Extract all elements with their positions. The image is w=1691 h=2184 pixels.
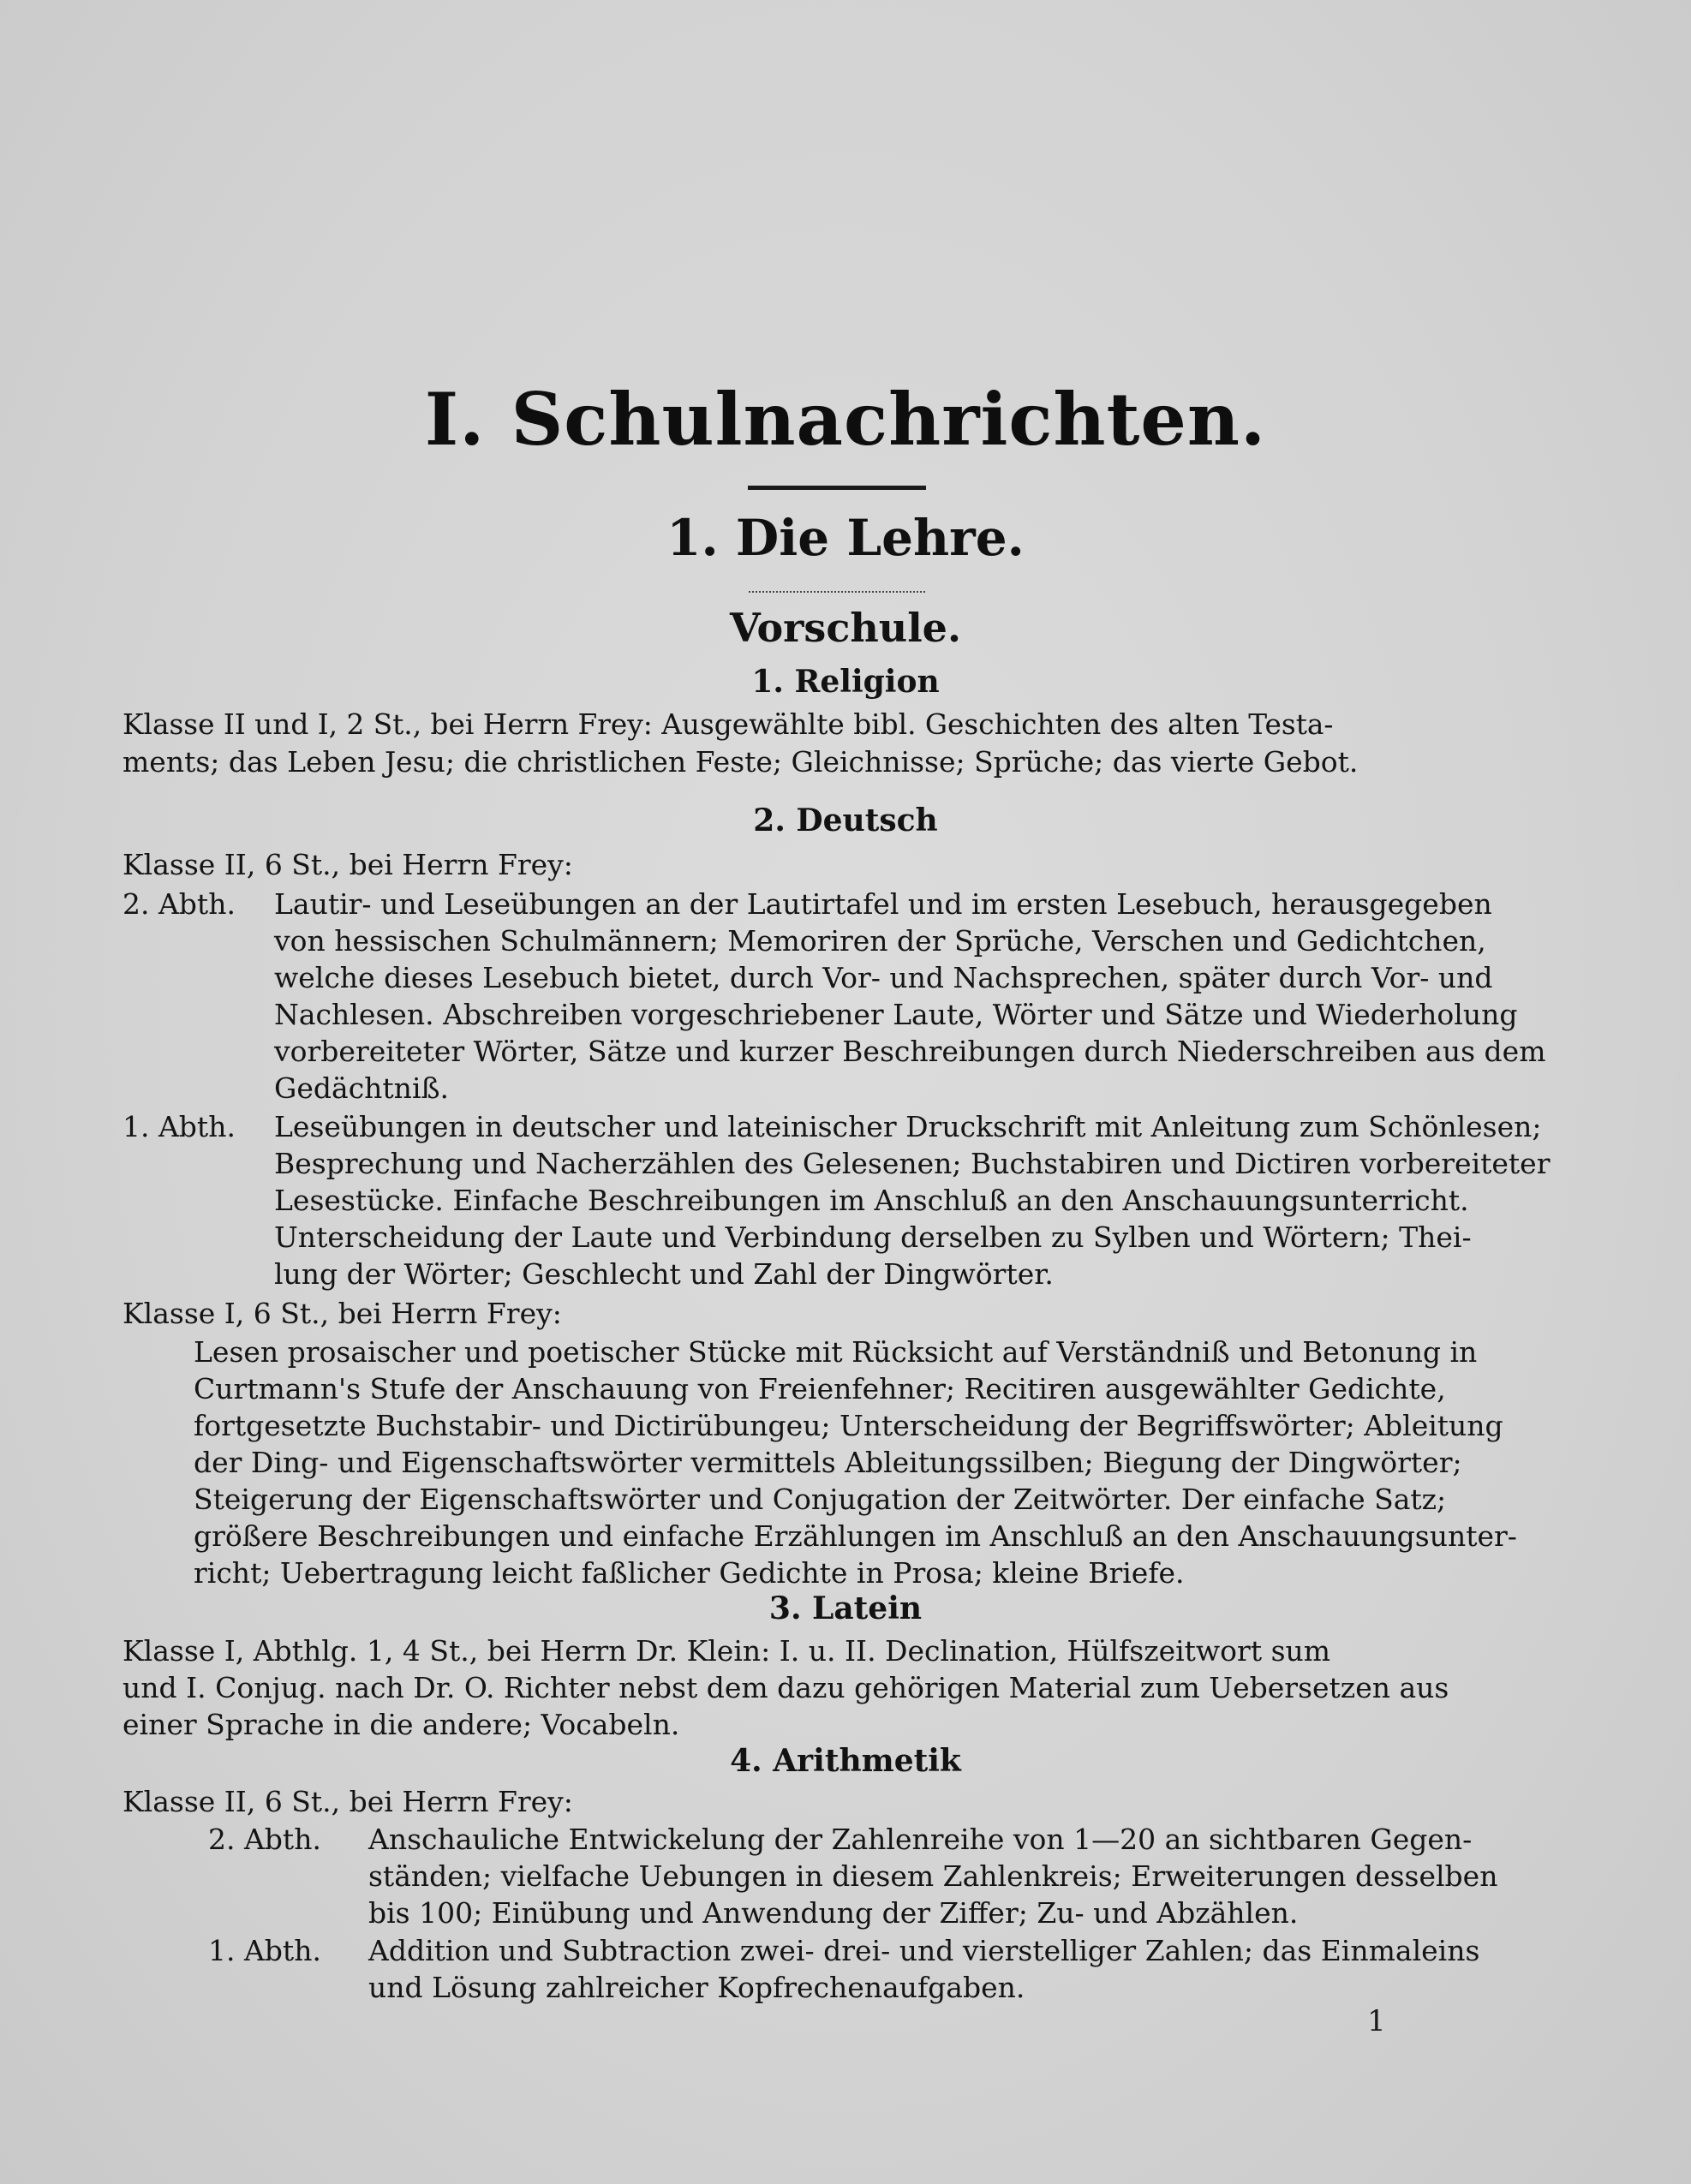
deutsch-abth2-label: 2. Abth.	[122, 887, 236, 921]
deutsch-klasse1-line-5: Steigerung der Eigenschaftswörter und Conjugation der Zeitwörter. Der einfache Satz;	[194, 1483, 1447, 1516]
arithmetik-abth2-line-2: ständen; vielfache Uebungen in diesem Zahlenkreis; Erweiterungen desselben	[368, 1859, 1498, 1893]
arithmetik-heading: 4. Arithmetik	[730, 1743, 961, 1779]
deutsch-abth1-line-5: lung der Wörter; Geschlecht und Zahl der Dingwörter.	[274, 1257, 1054, 1291]
arithmetik-abth1-label: 1. Abth.	[208, 1934, 321, 1967]
religion-heading: 1. Religion	[751, 664, 940, 700]
deutsch-abth1-line-3: Lesestücke. Einfache Beschreibungen im Anschluß an den Anschauungsunterricht.	[274, 1184, 1469, 1217]
arithmetik-abth2-line-1: Anschauliche Entwickelung der Zahlenreihe von 1—20 an sichtbaren Gegen-	[368, 1823, 1473, 1856]
title-rule	[748, 486, 926, 490]
latein-line-3: einer Sprache in die andere; Vocabeln.	[122, 1708, 680, 1741]
deutsch-klasse2-header: Klasse II, 6 St., bei Herrn Frey:	[122, 848, 573, 881]
deutsch-abth2-line-6: Gedächtniß.	[274, 1071, 450, 1105]
deutsch-klasse1-line-3: fortgesetzte Buchstabir- und Dictirübungeu; Unterscheidung der Begriffswörter; Ableitung	[194, 1409, 1503, 1442]
deutsch-abth2-line-3: welche dieses Lesebuch bietet, durch Vor- und Nachsprechen, später durch Vor- und	[274, 961, 1493, 994]
deutsch-klasse1-line-1: Lesen prosaischer und poetischer Stücke mit Rücksicht auf Verständniß und Betonung in	[194, 1335, 1478, 1369]
arithmetik-klasse2-header: Klasse II, 6 St., bei Herrn Frey:	[122, 1785, 573, 1818]
deutsch-klasse1-line-6: größere Beschreibungen und einfache Erzählungen im Anschluß an den Anschauungsunter-	[194, 1519, 1517, 1553]
deutsch-abth1-line-4: Unterscheidung der Laute und Verbindung derselben zu Sylben und Wörtern; Thei-	[274, 1220, 1472, 1254]
religion-line-1: Klasse II und I, 2 St., bei Herrn Frey: Ausgewählte bibl. Geschichten des alten Testa-	[122, 707, 1334, 741]
section-title: 1. Die Lehre.	[666, 509, 1025, 567]
religion-line-2: ments; das Leben Jesu; die christlichen Feste; Gleichnisse; Sprüche; das vierte Gebot.	[122, 745, 1359, 779]
latein-line-1: Klasse I, Abthlg. 1, 4 St., bei Herrn Dr. Klein: I. u. II. Declination, Hülfszeitwort sum	[122, 1634, 1331, 1668]
deutsch-abth2-line-2: von hessischen Schulmännern; Memoriren der Sprüche, Verschen und Gedichtchen,	[274, 924, 1486, 958]
latein-heading: 3. Latein	[768, 1590, 923, 1626]
deutsch-abth1-label: 1. Abth.	[122, 1110, 236, 1143]
deutsch-klasse1-line-2: Curtmann's Stufe der Anschauung von Freienfehner; Recitiren ausgewählter Gedichte,	[194, 1372, 1446, 1405]
deutsch-klasse1-header: Klasse I, 6 St., bei Herrn Frey:	[122, 1297, 562, 1330]
deutsch-abth1-line-2: Besprechung und Nacherzählen des Gelesenen; Buchstabiren und Dictiren vorbereiteter	[274, 1147, 1551, 1180]
deutsch-abth2-line-1: Lautir- und Leseübungen an der Lautirtafel und im ersten Lesebuch, herausgegeben	[274, 887, 1492, 921]
deutsch-klasse1-line-7: richt; Uebertragung leicht faßlicher Gedichte in Prosa; kleine Briefe.	[194, 1556, 1185, 1590]
arithmetik-abth2-label: 2. Abth.	[208, 1823, 321, 1856]
deutsch-heading: 2. Deutsch	[753, 803, 938, 838]
section-dotted-rule	[749, 591, 925, 593]
deutsch-klasse1-line-4: der Ding- und Eigenschaftswörter vermittels Ableitungssilben; Biegung der Dingwörter;	[194, 1446, 1462, 1479]
vorschule-heading: Vorschule.	[730, 605, 961, 651]
deutsch-abth1-line-1: Leseübungen in deutscher und lateinischer Druckschrift mit Anleitung zum Schönlesen;	[274, 1110, 1542, 1143]
deutsch-abth2-line-5: vorbereiteter Wörter, Sätze und kurzer Beschreibungen durch Niederschreiben aus dem	[274, 1035, 1546, 1068]
latein-line-2: und I. Conjug. nach Dr. O. Richter nebst dem dazu gehörigen Material zum Uebersetzen aus	[122, 1671, 1449, 1704]
page-number: 1	[1367, 2004, 1386, 2038]
deutsch-abth2-line-4: Nachlesen. Abschreiben vorgeschriebener Laute, Wörter und Sätze und Wiederholung	[274, 998, 1518, 1031]
arithmetik-abth1-line-1: Addition und Subtraction zwei- drei- und vierstelliger Zahlen; das Einmaleins	[368, 1934, 1480, 1967]
arithmetik-abth2-line-3: bis 100; Einübung und Anwendung der Ziffer; Zu- und Abzählen.	[368, 1896, 1299, 1930]
arithmetik-abth1-line-2: und Lösung zahlreicher Kopfrechenaufgaben.	[368, 1971, 1025, 2004]
chapter-title: I. Schulnachrichten.	[424, 377, 1267, 462]
